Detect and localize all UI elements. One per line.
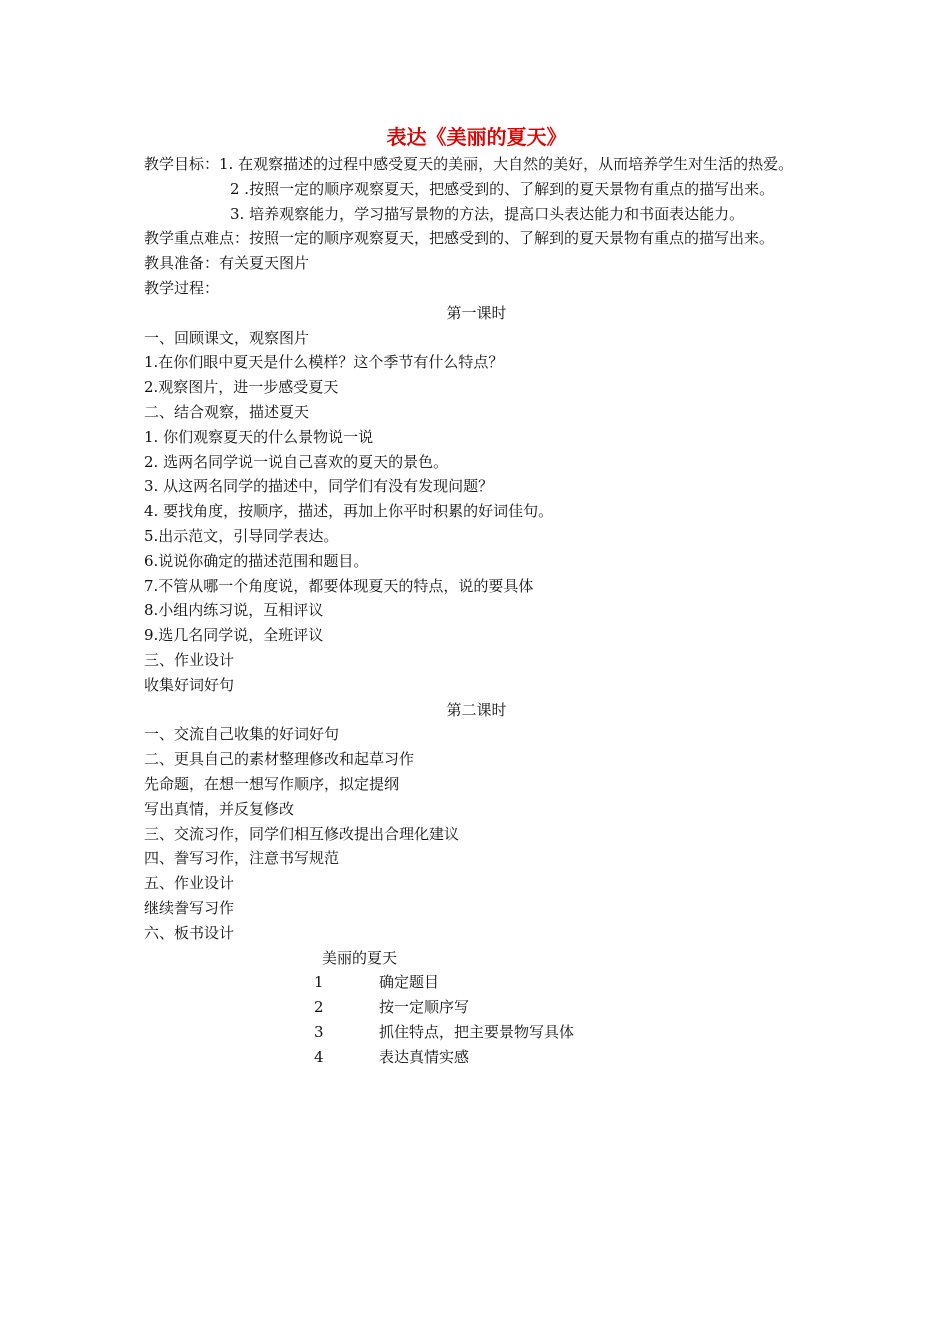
- board-text: 按一定顺序写: [379, 998, 470, 1017]
- list-item: 一、交流自己收集的好词好句: [144, 725, 340, 744]
- list-item: 5.出示范文，引导同学表达。: [144, 526, 339, 545]
- document-title: 表达《美丽的夏天》: [386, 125, 567, 149]
- list-item: 收集好词好句: [144, 675, 235, 694]
- list-item: 1. 你们观察夏天的什么景物说一说: [144, 427, 374, 446]
- list-item: 8.小组内练习说，互相评议: [144, 601, 324, 620]
- list-item: 1.在你们眼中夏天是什么模样？这个季节有什么特点？: [144, 353, 504, 372]
- lesson1-heading: 第一课时: [446, 303, 507, 322]
- board-number: 3: [314, 1022, 324, 1041]
- process-heading: 教学过程：: [144, 278, 220, 297]
- lesson2-heading: 第二课时: [446, 700, 507, 719]
- goal-3: 3. 培养观察能力，学习描写景物的方法，提高口头表达能力和书面表达能力。: [230, 204, 745, 223]
- list-item: 一、回顾课文，观察图片: [144, 328, 310, 347]
- list-item: 写出真情，并反复修改: [144, 799, 295, 818]
- list-item: 二、更具自己的素材整理修改和起草习作: [144, 750, 415, 769]
- list-item: 三、交流习作，同学们相互修改提出合理化建议: [144, 824, 460, 843]
- list-item: 7.不管从哪一个角度说，都要体现夏天的特点，说的要具体: [144, 576, 534, 595]
- list-item: 3. 从这两名同学的描述中，同学们有没有发现问题？: [144, 477, 494, 496]
- lesson2-list: [144, 722, 809, 945]
- goal-2: 2 .按照一定的顺序观察夏天，把感受到的、了解到的夏天景物有重点的描写出来。: [230, 179, 775, 198]
- goal-1: 教学目标：1. 在观察描述的过程中感受夏天的美丽，大自然的美好，从而培养学生对生活的热爱。: [144, 155, 794, 173]
- lesson1-list: [144, 326, 809, 698]
- blackboard-design: [144, 946, 809, 1070]
- board-row: [144, 995, 809, 1020]
- list-item: 4. 要找角度，按顺序，描述，再加上你平时积累的好词佳句。: [144, 502, 554, 521]
- board-text: 确定题目: [379, 973, 440, 992]
- list-item: 继续誊写习作: [144, 898, 235, 917]
- board-text: 抓住特点，把主要景物写具体: [379, 1022, 575, 1041]
- list-item: 三、作业设计: [144, 650, 235, 669]
- board-number: 1: [314, 973, 324, 992]
- board-number: 4: [314, 1047, 324, 1066]
- board-text: 表达真情实感: [379, 1047, 470, 1066]
- list-item: 先命题，在想一想写作顺序，拟定提纲: [144, 774, 400, 793]
- board-row: [144, 1020, 809, 1045]
- board-row: [144, 1045, 809, 1070]
- list-item: 2. 选两名同学说一说自己喜欢的夏天的景色。: [144, 452, 449, 471]
- list-item: 6.说说你确定的描述范围和题目。: [144, 551, 369, 570]
- list-item: 二、结合观察，描述夏天: [144, 402, 310, 421]
- tools: 教具准备：有关夏天图片: [144, 254, 310, 273]
- list-item: 2.观察图片，进一步感受夏天: [144, 378, 339, 397]
- key-points: 教学重点难点：按照一定的顺序观察夏天，把感受到的、了解到的夏天景物有重点的描写出来。: [144, 229, 775, 248]
- list-item: 五、作业设计: [144, 874, 235, 893]
- list-item: 四、誊写习作，注意书写规范: [144, 849, 340, 868]
- board-row: [144, 970, 809, 995]
- board-heading: 美丽的夏天: [322, 948, 398, 967]
- board-number: 2: [314, 998, 324, 1017]
- document-body: [144, 122, 809, 1069]
- list-item: 9.选几名同学说，全班评议: [144, 626, 324, 645]
- list-item: 六、板书设计: [144, 923, 235, 942]
